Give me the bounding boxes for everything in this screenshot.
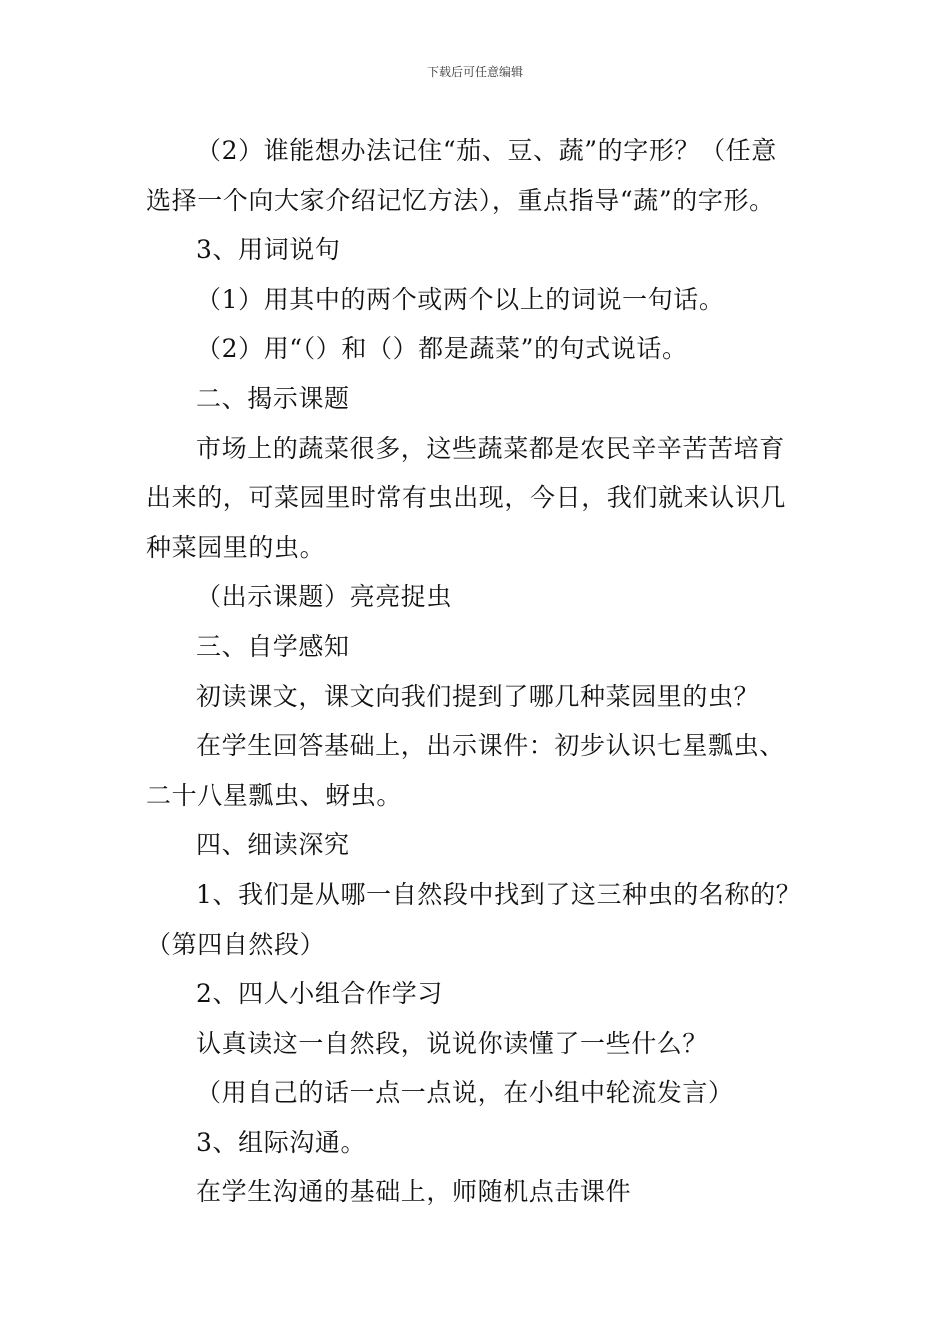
text-line: 2、四人小组合作学习 bbox=[196, 979, 443, 1009]
text-line: （1）用其中的两个或两个以上的词说一句话。 bbox=[196, 284, 725, 314]
text-line: （第四自然段） bbox=[146, 929, 326, 959]
page-header-note: 下载后可任意编辑 bbox=[426, 65, 523, 79]
text-line: （2）用“（）和（）都是蔬菜”的句式说话。 bbox=[196, 334, 688, 364]
section-heading: 三、自学感知 bbox=[196, 631, 350, 661]
text-line: 种菜园里的虫。 bbox=[146, 532, 326, 562]
text-line: 市场上的蔬菜很多，这些蔬菜都是农民辛辛苦苦培育 bbox=[196, 433, 785, 463]
text-line: 在学生回答基础上，出示课件：初步认识七星瓢虫、 bbox=[196, 731, 785, 761]
section-heading: 四、细读深究 bbox=[196, 830, 350, 860]
text-line: （出示课题）亮亮捉虫 bbox=[196, 582, 453, 612]
text-line: 1、我们是从哪一自然段中找到了这三种虫的名称的？ bbox=[196, 879, 802, 909]
text-line: 出来的，可菜园里时常有虫出现，今日，我们就来认识几 bbox=[146, 483, 787, 513]
text-line: 在学生沟通的基础上，师随机点击课件 bbox=[196, 1177, 632, 1207]
text-line: 二十八星瓢虫、蚜虫。 bbox=[146, 780, 403, 810]
text-line: 3、用词说句 bbox=[196, 235, 341, 265]
text-line: 选择一个向大家介绍记忆方法），重点指导“蔬”的字形。 bbox=[146, 185, 775, 215]
section-heading: 二、揭示课题 bbox=[196, 383, 350, 413]
text-line: 认真读这一自然段，说说你读懂了一些什么？ bbox=[196, 1028, 709, 1058]
document-body bbox=[146, 126, 810, 1217]
text-line: 初读课文，课文向我们提到了哪几种菜园里的虫？ bbox=[196, 681, 760, 711]
text-line: （2）谁能想办法记住“茄、豆、蔬”的字形？（任意 bbox=[196, 136, 777, 165]
text-line: （用自己的话一点一点说，在小组中轮流发言） bbox=[196, 1078, 734, 1108]
text-line: 3、组际沟通。 bbox=[196, 1127, 367, 1157]
